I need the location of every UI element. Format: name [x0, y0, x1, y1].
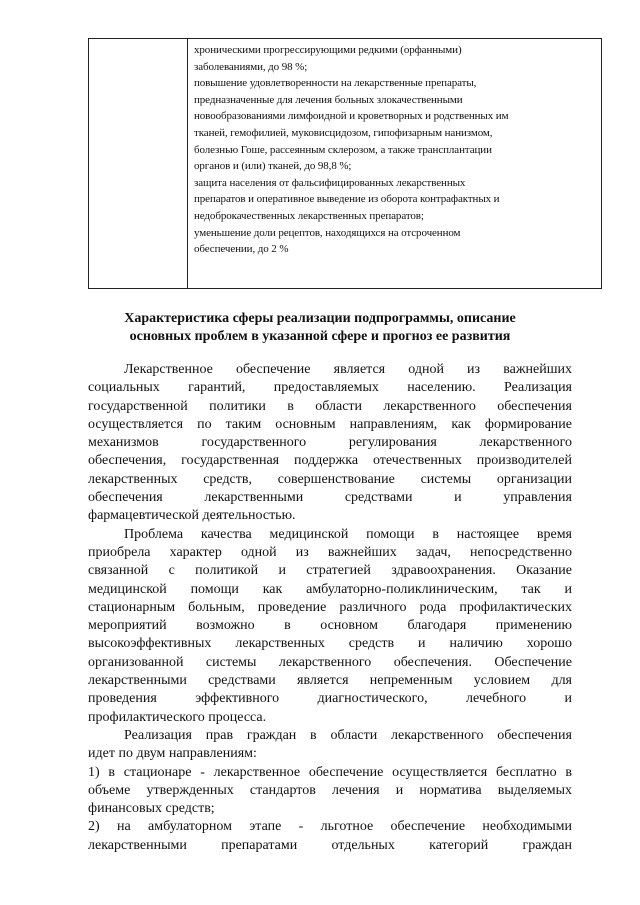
heading-line: основных проблем в указанной сфере и прогноз ее развития: [129, 329, 511, 344]
paragraph-line: профилактического процесса.: [88, 709, 267, 725]
table-line: недоброкачественных лекарственных препаратов;: [194, 209, 424, 222]
table-line: защита населения от фальсифицированных лекарственных: [194, 176, 466, 189]
table-line: предназначенные для лечения больных злокачественными: [194, 93, 463, 106]
paragraph-line: идет по двум направлениям:: [88, 746, 257, 762]
table-line: обеспечении, до 2 %: [194, 243, 289, 256]
paragraph-line: медицинской помощи как амбулаторно-поликлиническим, так и: [88, 581, 572, 597]
paragraph-line: обеспечения лекарственными средствами и управления: [88, 490, 572, 506]
table-line: уменьшение доли рецептов, находящихся на отсроченном: [194, 226, 461, 239]
paragraph-line: Реализация прав граждан в области лекарственного обеспечения: [124, 727, 572, 743]
heading-line: Характеристика сферы реализации подпрограммы, описание: [124, 311, 516, 326]
paragraph-line: проведения эффективного диагностического, лечебного и: [88, 691, 572, 707]
paragraph-line: фармацевтической деятельностью.: [88, 508, 296, 524]
table-line: препаратов и оперативное выведение из оборота контрафактных и: [194, 193, 500, 206]
paragraph-line: 2) на амбулаторном этапе - льготное обеспечение необходимыми: [88, 819, 572, 835]
paragraph-line: связанной с политикой и стратегией здравоохранения. Оказание: [88, 563, 572, 579]
table-line: заболеваниями, до 98 %;: [194, 60, 308, 73]
paragraph-line: социальных гарантий, предоставляемых населению. Реализация: [88, 380, 572, 396]
paragraph-line: механизмов государственного регулирования лекарственного: [88, 435, 572, 451]
table-cell-indicators: [194, 42, 597, 258]
paragraph-line: лекарственных средств, совершенствование системы организации: [88, 471, 572, 487]
paragraph-line: мероприятий возможно в основном благодаря применению: [88, 618, 572, 634]
paragraph-line: высокоэффективных лекарственных средств и наличию хорошо: [88, 636, 572, 652]
section-heading: [60, 310, 580, 346]
paragraph-line: лекарственными средствами является непременным условием для: [88, 673, 572, 689]
table-line: тканей, гемофилией, муковисцидозом, гипофизарным нанизмом,: [194, 126, 493, 139]
paragraph-line: стационарным больным, проведение различного рода профилактических: [88, 599, 572, 615]
section-body: [88, 361, 572, 855]
paragraph-line: объеме утвержденных стандартов лечения и норматива выделяемых: [88, 782, 572, 798]
paragraph-line: обеспечения, государственная поддержка отечественных производителей: [88, 453, 572, 469]
table-line: органов и (или) тканей, до 98,8 %;: [194, 160, 352, 173]
paragraph-line: государственной политики в области лекарственного обеспечения: [88, 398, 572, 414]
table-line: хроническими прогрессирующими редкими (орфанными): [194, 44, 462, 56]
table-column-divider: [187, 39, 188, 288]
paragraph-line: 1) в стационаре - лекарственное обеспечение осуществляется бесплатно в: [88, 764, 572, 780]
paragraph-line: Проблема качества медицинской помощи в настоящее время: [124, 526, 572, 542]
table-line: повышение удовлетворенности на лекарственные препараты,: [194, 77, 477, 90]
paragraph-line: осуществляется по таким основным направлениям, как формирование: [88, 416, 572, 432]
table-line: новообразованиями лимфоидной и кроветворных и родственных им: [194, 110, 509, 123]
table-line: болезнью Гоше, рассеянным склерозом, а также трансплантации: [194, 143, 492, 156]
paragraph-line: приобрела характер одной из важнейших задач, непосредственно: [88, 544, 572, 560]
paragraph-line: финансовых средств;: [88, 801, 215, 817]
paragraph-line: организованной системы лекарственного обеспечения. Обеспечение: [88, 654, 572, 670]
paragraph-line: Лекарственное обеспечение является одной из важнейших: [124, 362, 572, 377]
targets-table: [88, 38, 602, 289]
paragraph-line: лекарственными препаратами отдельных категорий граждан: [88, 837, 572, 853]
